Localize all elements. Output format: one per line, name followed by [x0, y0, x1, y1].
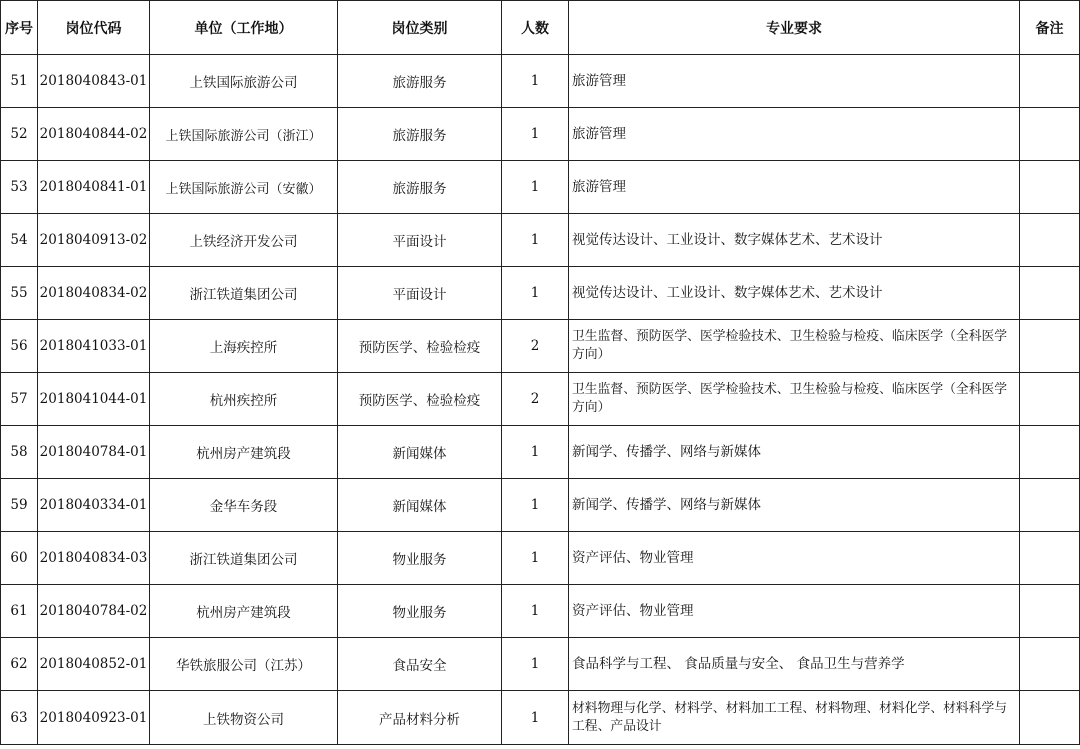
cell-code: 2018040923-01: [38, 691, 150, 745]
cell-seq: 52: [1, 108, 38, 161]
cell-unit: 杭州房产建筑段: [150, 426, 338, 479]
cell-unit: 金华车务段: [150, 479, 338, 532]
cell-note: [1020, 214, 1080, 267]
cell-count: 1: [502, 479, 569, 532]
cell-code: 2018040834-02: [38, 267, 150, 320]
cell-code: 2018041033-01: [38, 320, 150, 373]
cell-category: 预防医学、检验检疫: [338, 320, 502, 373]
cell-category: 平面设计: [338, 267, 502, 320]
table-row: [1, 267, 1080, 320]
cell-seq: 60: [1, 532, 38, 585]
cell-unit: 浙江铁道集团公司: [150, 267, 338, 320]
cell-count: 1: [502, 161, 569, 214]
cell-code: 2018040784-02: [38, 585, 150, 638]
cell-note: [1020, 267, 1080, 320]
cell-note: [1020, 55, 1080, 108]
cell-note: [1020, 638, 1080, 691]
cell-note: [1020, 479, 1080, 532]
cell-category: 预防医学、检验检疫: [338, 373, 502, 426]
cell-category: 旅游服务: [338, 108, 502, 161]
table-row: [1, 479, 1080, 532]
cell-unit: 上铁国际旅游公司（安徽）: [150, 161, 338, 214]
header-seq: 序号: [1, 1, 38, 55]
cell-note: [1020, 161, 1080, 214]
table-row: [1, 214, 1080, 267]
cell-category: 新闻媒体: [338, 479, 502, 532]
cell-note: [1020, 426, 1080, 479]
header-unit: 单位（工作地）: [150, 1, 338, 55]
header-count: 人数: [502, 1, 569, 55]
cell-count: 1: [502, 426, 569, 479]
cell-count: 1: [502, 55, 569, 108]
table-row: [1, 638, 1080, 691]
cell-major: 旅游管理: [569, 161, 1020, 214]
cell-unit: 上铁国际旅游公司: [150, 55, 338, 108]
cell-major: 视觉传达设计、工业设计、数字媒体艺术、艺术设计: [569, 267, 1020, 320]
table-row: [1, 426, 1080, 479]
cell-major: 食品科学与工程、 食品质量与安全、 食品卫生与营养学: [569, 638, 1020, 691]
cell-code: 2018040841-01: [38, 161, 150, 214]
table-row: [1, 691, 1080, 745]
cell-seq: 53: [1, 161, 38, 214]
table-row: [1, 55, 1080, 108]
cell-note: [1020, 373, 1080, 426]
cell-category: 新闻媒体: [338, 426, 502, 479]
cell-category: 食品安全: [338, 638, 502, 691]
cell-major: 旅游管理: [569, 55, 1020, 108]
cell-seq: 57: [1, 373, 38, 426]
cell-major: 资产评估、物业管理: [569, 585, 1020, 638]
cell-major: 资产评估、物业管理: [569, 532, 1020, 585]
cell-unit: 华铁旅服公司（江苏）: [150, 638, 338, 691]
cell-count: 1: [502, 214, 569, 267]
cell-major: 旅游管理: [569, 108, 1020, 161]
cell-major: 新闻学、传播学、网络与新媒体: [569, 479, 1020, 532]
cell-seq: 58: [1, 426, 38, 479]
table-row: [1, 108, 1080, 161]
table-row: [1, 585, 1080, 638]
table-row: [1, 532, 1080, 585]
cell-seq: 61: [1, 585, 38, 638]
cell-code: 2018040334-01: [38, 479, 150, 532]
cell-category: 旅游服务: [338, 161, 502, 214]
cell-code: 2018040844-02: [38, 108, 150, 161]
cell-count: 1: [502, 532, 569, 585]
table-row: [1, 320, 1080, 373]
cell-major: 卫生监督、预防医学、医学检验技术、卫生检验与检疫、临床医学（全科医学方向）: [569, 320, 1020, 373]
cell-category: 物业服务: [338, 585, 502, 638]
cell-category: 平面设计: [338, 214, 502, 267]
cell-seq: 55: [1, 267, 38, 320]
cell-note: [1020, 532, 1080, 585]
cell-seq: 63: [1, 691, 38, 745]
cell-unit: 浙江铁道集团公司: [150, 532, 338, 585]
cell-code: 2018040843-01: [38, 55, 150, 108]
cell-unit: 上铁国际旅游公司（浙江）: [150, 108, 338, 161]
cell-count: 1: [502, 691, 569, 745]
cell-note: [1020, 585, 1080, 638]
cell-count: 1: [502, 638, 569, 691]
cell-category: 旅游服务: [338, 55, 502, 108]
table-row: [1, 373, 1080, 426]
header-category: 岗位类别: [338, 1, 502, 55]
cell-seq: 62: [1, 638, 38, 691]
cell-code: 2018040852-01: [38, 638, 150, 691]
cell-unit: 上海疾控所: [150, 320, 338, 373]
header-row: [1, 1, 1080, 55]
cell-code: 2018040784-01: [38, 426, 150, 479]
header-note: 备注: [1020, 1, 1080, 55]
cell-unit: 上铁经济开发公司: [150, 214, 338, 267]
cell-major: 卫生监督、预防医学、医学检验技术、卫生检验与检疫、临床医学（全科医学方向）: [569, 373, 1020, 426]
cell-major: 新闻学、传播学、网络与新媒体: [569, 426, 1020, 479]
table-row: [1, 161, 1080, 214]
cell-count: 1: [502, 585, 569, 638]
cell-count: 1: [502, 108, 569, 161]
cell-note: [1020, 691, 1080, 745]
cell-category: 物业服务: [338, 532, 502, 585]
cell-code: 2018040834-03: [38, 532, 150, 585]
cell-seq: 56: [1, 320, 38, 373]
cell-unit: 杭州疾控所: [150, 373, 338, 426]
cell-note: [1020, 108, 1080, 161]
cell-seq: 59: [1, 479, 38, 532]
cell-seq: 54: [1, 214, 38, 267]
header-code: 岗位代码: [38, 1, 150, 55]
cell-major: 视觉传达设计、工业设计、数字媒体艺术、艺术设计: [569, 214, 1020, 267]
cell-code: 2018041044-01: [38, 373, 150, 426]
cell-category: 产品材料分析: [338, 691, 502, 745]
cell-count: 2: [502, 373, 569, 426]
cell-count: 2: [502, 320, 569, 373]
cell-unit: 上铁物资公司: [150, 691, 338, 745]
cell-note: [1020, 320, 1080, 373]
cell-major: 材料物理与化学、材料学、材料加工工程、材料物理、材料化学、材料科学与工程、产品设计: [569, 691, 1020, 745]
cell-unit: 杭州房产建筑段: [150, 585, 338, 638]
cell-seq: 51: [1, 55, 38, 108]
cell-count: 1: [502, 267, 569, 320]
header-major: 专业要求: [569, 1, 1020, 55]
cell-code: 2018040913-02: [38, 214, 150, 267]
